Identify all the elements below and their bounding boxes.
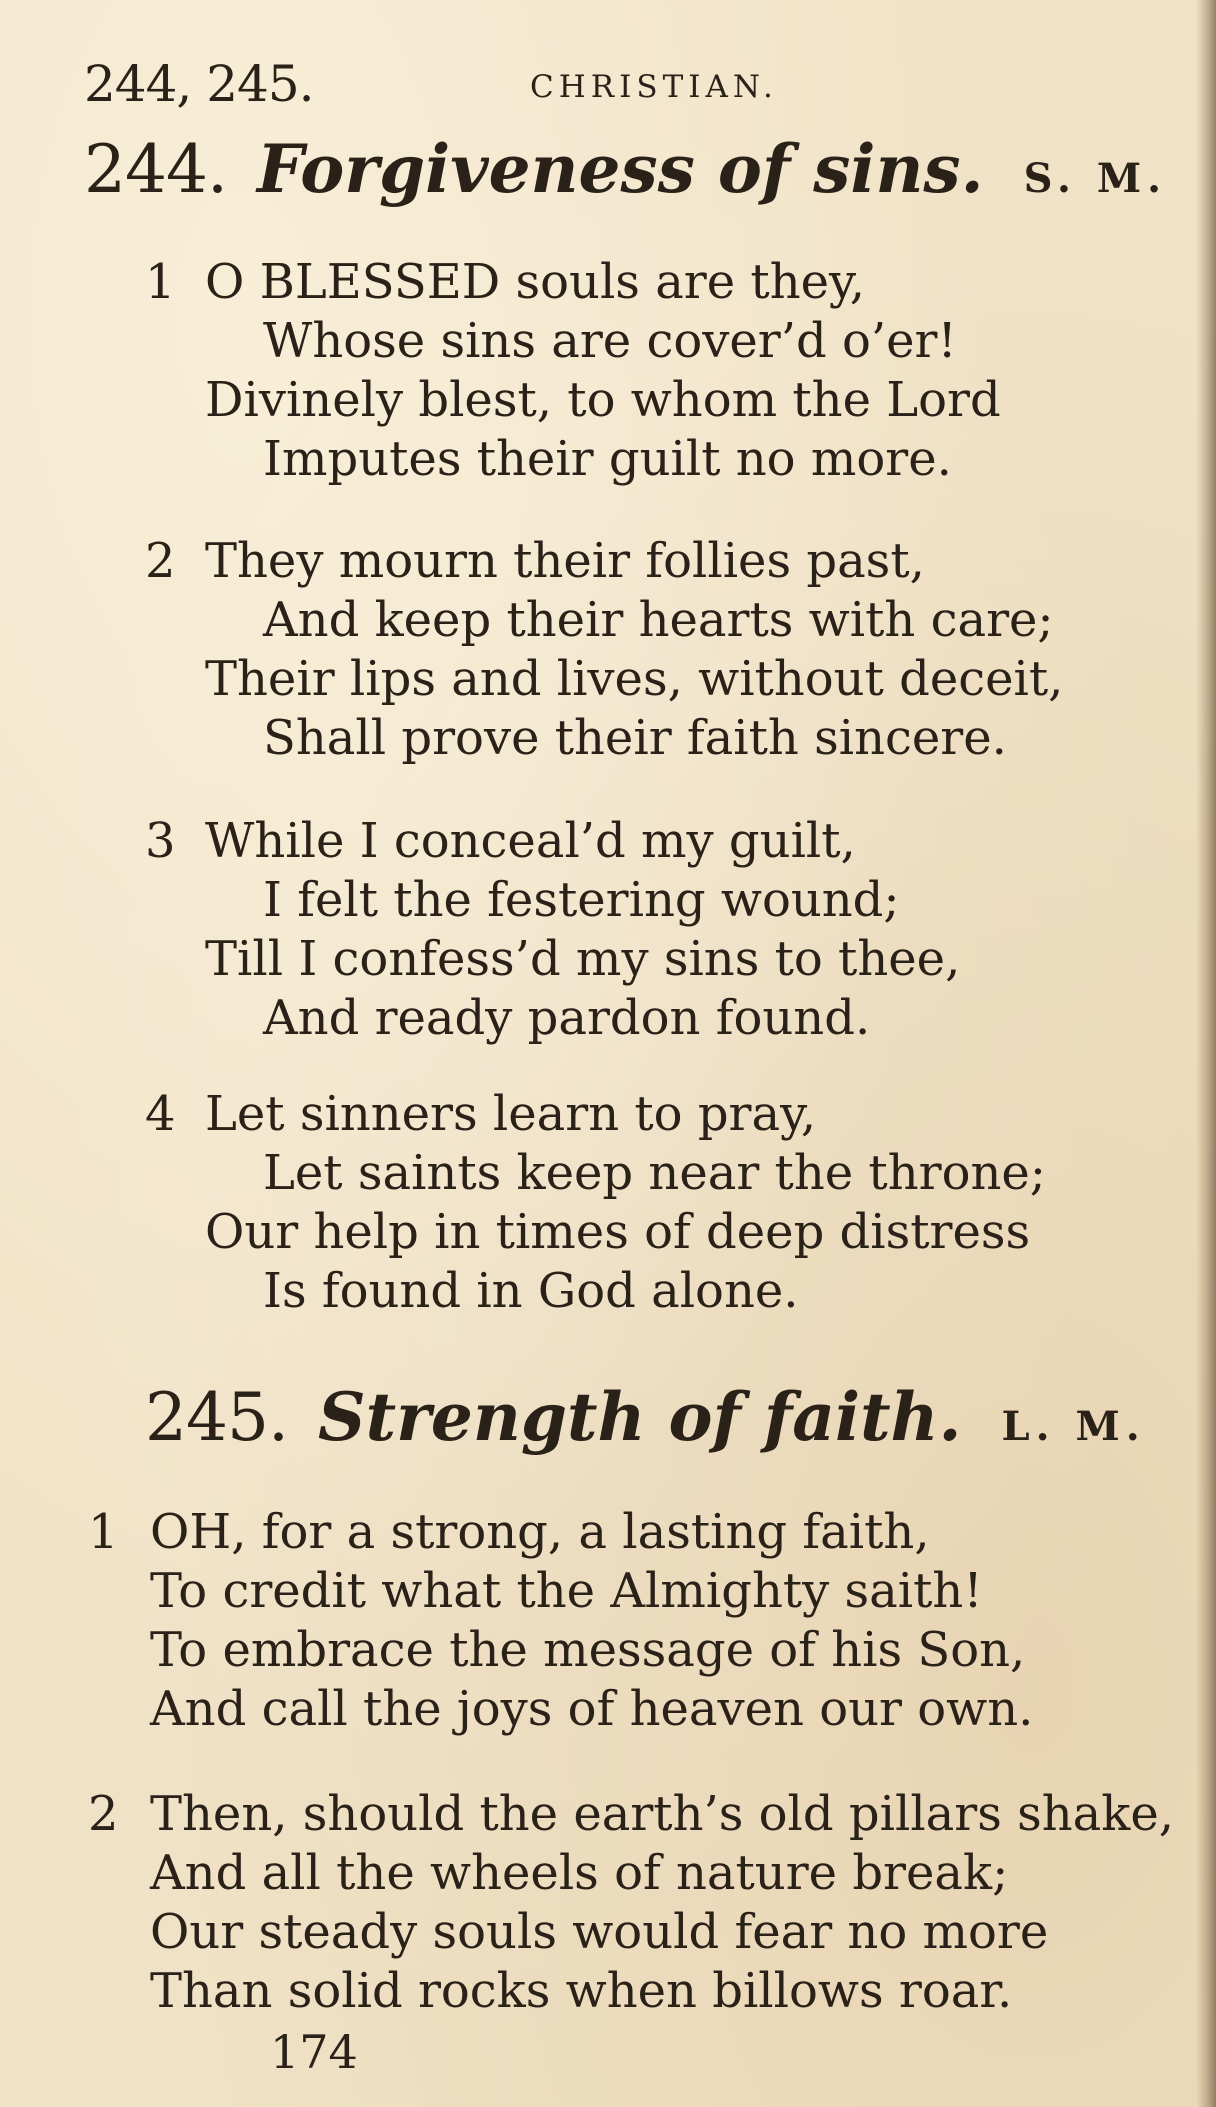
hymn-title: Forgiveness of sins. [256,130,984,208]
page-number: 174 [270,2025,358,2079]
verse-line: Than solid rocks when billows roar. [150,1963,1013,2019]
verse-number: 4 [145,1086,176,1142]
verse-line: I felt the festering wound; [263,872,900,928]
verse-line: While I conceal’d my guilt, [205,813,856,869]
hymn-number: 245. [145,1379,288,1456]
verse-line: Is found in God alone. [263,1263,799,1319]
hymn-title: Strength of faith. [317,1378,962,1456]
verse-line: Imputes their guilt no more. [263,431,952,487]
hymn-244-heading [84,130,1167,210]
verse-line: To embrace the message of his Son, [150,1622,1026,1678]
verse-line: O BLESSED souls are they, [205,254,866,310]
verse-line: They mourn their follies past, [205,533,925,589]
running-head [84,55,1156,115]
verse-number: 3 [145,813,176,869]
verse-number: 1 [88,1504,119,1560]
verse-line: To credit what the Almighty saith! [150,1563,983,1619]
running-head-numbers: 244, 245. [84,55,314,113]
verse-line: And call the joys of heaven our own. [150,1681,1034,1737]
verse-number: 2 [88,1786,119,1842]
page-edge-shadow [1196,0,1216,2107]
verse-line: Divinely blest, to whom the Lord [205,372,1001,428]
hymn-245-heading [145,1378,1146,1458]
verse-number: 2 [145,533,176,589]
verse-line: Then, should the earth’s old pillars shake, [150,1786,1175,1842]
verse-line: Our steady souls would fear no more [150,1904,1049,1960]
verse-line: And ready pardon found. [263,990,871,1046]
hymn-meter: L. M. [1001,1403,1146,1450]
verse-line: And keep their hearts with care; [263,592,1054,648]
hymn-meter: S. M. [1023,155,1168,202]
verse-line: Let sinners learn to pray, [205,1086,817,1142]
verse-number: 1 [145,254,176,310]
verse-line: OH, for a strong, a lasting faith, [150,1504,930,1560]
verse-line: And all the wheels of nature break; [150,1845,1009,1901]
verse-line: Let saints keep near the throne; [263,1145,1046,1201]
verse-line: Our help in times of deep distress [205,1204,1031,1260]
hymn-number: 244. [84,131,227,208]
verse-line: Their lips and lives, without deceit, [205,651,1064,707]
verse-line: Whose sins are cover’d o’er! [263,313,957,369]
running-head-title: CHRISTIAN. [530,69,778,105]
verse-line: Till I confess’d my sins to thee, [205,931,961,987]
verse-line: Shall prove their faith sincere. [263,710,1007,766]
